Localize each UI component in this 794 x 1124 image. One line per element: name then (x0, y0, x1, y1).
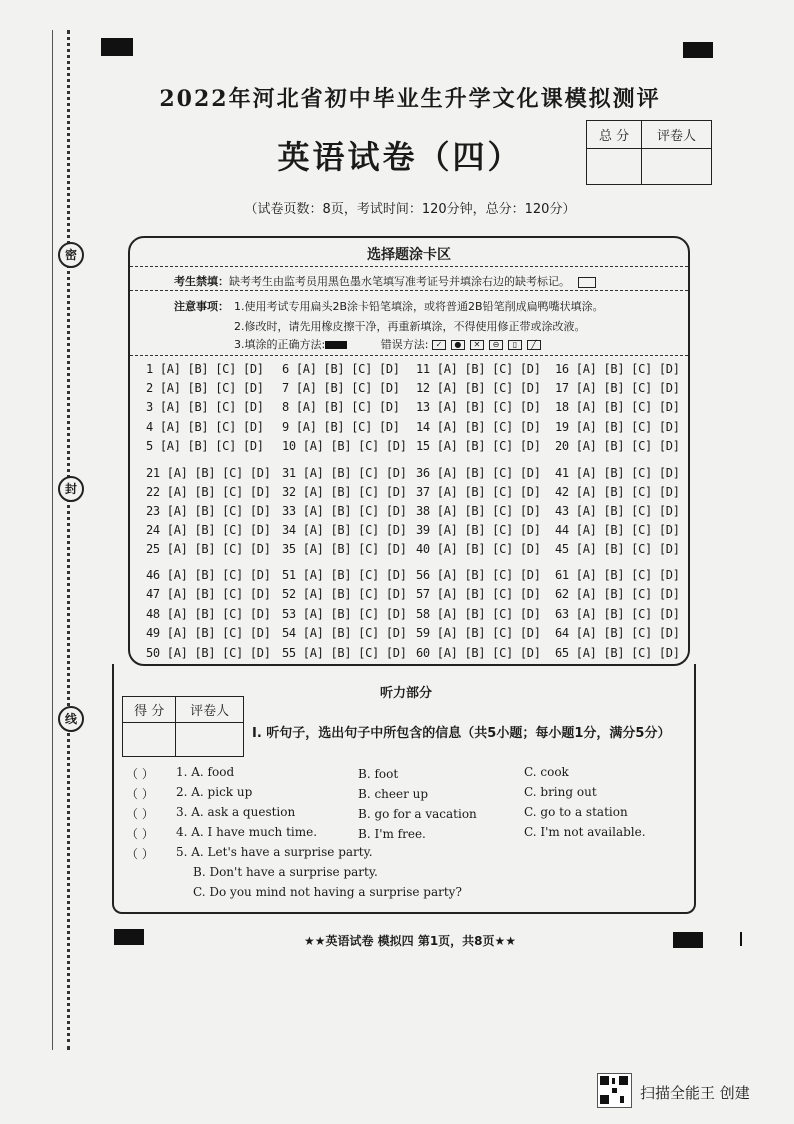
question-1 (126, 765, 154, 782)
notes-label: 注意事项： (174, 300, 229, 313)
answer-bubble-row[interactable]: 38 [A] [B] [C] [D] (416, 504, 541, 518)
answer-bubble-row[interactable]: 56 [A] [B] [C] [D] (416, 568, 541, 582)
question-2 (126, 785, 154, 802)
answer-bubble-row[interactable]: 47 [A] [B] [C] [D] (146, 587, 271, 601)
answer-bubble-row[interactable]: 55 [A] [B] [C] [D] (282, 646, 407, 660)
divider (130, 355, 688, 356)
grader-cell[interactable] (642, 149, 712, 185)
section-grader-cell[interactable] (176, 723, 244, 757)
total-score-label: 总 分 (587, 121, 642, 149)
registration-mark-top-right (683, 42, 713, 58)
prohibition-label: 考生禁填： (174, 275, 229, 288)
registration-mark-bottom-left (114, 929, 144, 945)
answer-bubble-row[interactable]: 24 [A] [B] [C] [D] (146, 523, 271, 537)
prohibition-text: 缺考考生由监考员用黑色墨水笔填写准考证号并填涂右边的缺考标记。 (229, 275, 570, 288)
note-3: 3.填涂的正确方法: 错误方法: ✓ ● ✕ ⊖ ▯ ╱ (234, 336, 546, 352)
answer-bubble-row[interactable]: 51 [A] [B] [C] [D] (282, 568, 407, 582)
answer-paren[interactable]: （ ） (126, 807, 154, 821)
answer-bubble-row[interactable]: 2 [A] [B] [C] [D] (146, 381, 264, 395)
answer-bubble-row[interactable]: 1 [A] [B] [C] [D] (146, 362, 264, 376)
answer-paren[interactable]: （ ） (126, 787, 154, 801)
answer-bubble-row[interactable]: 18 [A] [B] [C] [D] (555, 400, 680, 414)
q4-option-c: C. I'm not available. (524, 825, 646, 839)
answer-bubble-row[interactable]: 3 [A] [B] [C] [D] (146, 400, 264, 414)
qr-code-icon (597, 1073, 632, 1108)
q3-option-a: 3. A. ask a question (176, 805, 296, 819)
q4-option-a: 4. A. I have much time. (176, 825, 318, 839)
q3-option-b: B. go for a vacation (358, 807, 477, 821)
answer-card (128, 236, 690, 666)
wrong-mark-line-icon: ⊖ (489, 340, 503, 350)
grader-label: 评卷人 (642, 121, 712, 149)
seal-char-xian: 线 (58, 706, 84, 732)
answer-bubble-row[interactable]: 52 [A] [B] [C] [D] (282, 587, 407, 601)
section-heading: Ⅰ. 听句子，选出句子中所包含的信息（共5小题；每小题1分，满分5分） (252, 726, 671, 741)
answer-bubble-row[interactable]: 49 [A] [B] [C] [D] (146, 626, 271, 640)
exam-title: 2022年河北省初中毕业生升学文化课模拟测评 (159, 86, 661, 112)
q5-option-a: 5. A. Let's have a surprise party. (176, 845, 373, 859)
answer-bubble-row[interactable]: 34 [A] [B] [C] [D] (282, 523, 407, 537)
q2-option-a: 2. A. pick up (176, 785, 253, 799)
answer-bubble-row[interactable]: 48 [A] [B] [C] [D] (146, 607, 271, 621)
exam-info: （试卷页数：8页，考试时间：120分钟，总分：120分） (244, 202, 576, 217)
wrong-mark-slash-icon: ╱ (527, 340, 541, 350)
answer-bubble-row[interactable]: 4 [A] [B] [C] [D] (146, 420, 264, 434)
edge-tick (740, 932, 742, 946)
seal-char-mi: 密 (58, 242, 84, 268)
question-5 (126, 845, 154, 862)
section-score-table (122, 696, 244, 757)
answer-bubble-row[interactable]: 22 [A] [B] [C] [D] (146, 485, 271, 499)
answer-bubble-row[interactable]: 14 [A] [B] [C] [D] (416, 420, 541, 434)
paper-title: 英语试卷（四） (277, 138, 523, 176)
answer-bubble-row[interactable]: 16 [A] [B] [C] [D] (555, 362, 680, 376)
answer-bubble-row[interactable]: 23 [A] [B] [C] [D] (146, 504, 271, 518)
answer-bubble-row[interactable]: 33 [A] [B] [C] [D] (282, 504, 407, 518)
answer-bubble-row[interactable]: 44 [A] [B] [C] [D] (555, 523, 680, 537)
answer-bubble-row[interactable]: 11 [A] [B] [C] [D] (416, 362, 541, 376)
question-3 (126, 805, 154, 822)
q2-option-b: B. cheer up (358, 787, 429, 801)
binding-dotted-line (67, 30, 70, 1050)
answer-bubble-row[interactable]: 36 [A] [B] [C] [D] (416, 466, 541, 480)
answer-bubble-row[interactable]: 53 [A] [B] [C] [D] (282, 607, 407, 621)
answer-bubble-row[interactable]: 54 [A] [B] [C] [D] (282, 626, 407, 640)
prohibition-note (174, 273, 596, 289)
note-2: 2.修改时，请先用橡皮擦干净，再重新填涂，不得使用修正带或涂改液。 (234, 320, 586, 333)
seal-char-feng: 封 (58, 476, 84, 502)
question-4 (126, 825, 154, 842)
answer-bubble-row[interactable]: 20 [A] [B] [C] [D] (555, 439, 680, 453)
registration-mark-bottom-right (673, 932, 703, 948)
answer-bubble-row[interactable]: 64 [A] [B] [C] [D] (555, 626, 680, 640)
answer-bubble-row[interactable]: 6 [A] [B] [C] [D] (282, 362, 400, 376)
divider (130, 290, 688, 291)
answer-bubble-row[interactable]: 32 [A] [B] [C] [D] (282, 485, 407, 499)
answer-bubble-row[interactable]: 21 [A] [B] [C] [D] (146, 466, 271, 480)
answer-bubble-row[interactable]: 17 [A] [B] [C] [D] (555, 381, 680, 395)
answer-bubble-row[interactable]: 60 [A] [B] [C] [D] (416, 646, 541, 660)
answer-bubble-row[interactable]: 41 [A] [B] [C] [D] (555, 466, 680, 480)
wrong-mark-dot-icon: ● (451, 340, 465, 350)
section-score-label: 得 分 (123, 697, 176, 723)
answer-bubble-row[interactable]: 13 [A] [B] [C] [D] (416, 400, 541, 414)
answer-bubble-row[interactable]: 45 [A] [B] [C] [D] (555, 542, 680, 556)
wrong-mark-bar-icon: ▯ (508, 340, 522, 350)
answer-bubble-row[interactable]: 19 [A] [B] [C] [D] (555, 420, 680, 434)
q1-option-b: B. foot (358, 767, 399, 781)
answer-bubble-row[interactable]: 15 [A] [B] [C] [D] (416, 439, 541, 453)
answer-bubble-row[interactable]: 8 [A] [B] [C] [D] (282, 400, 400, 414)
answer-bubble-row[interactable]: 43 [A] [B] [C] [D] (555, 504, 680, 518)
q5-option-b: B. Don't have a surprise party. (193, 865, 378, 879)
answer-bubble-row[interactable]: 46 [A] [B] [C] [D] (146, 568, 271, 582)
answer-bubble-row[interactable]: 61 [A] [B] [C] [D] (555, 568, 680, 582)
answer-bubble-row[interactable]: 37 [A] [B] [C] [D] (416, 485, 541, 499)
answer-bubble-row[interactable]: 42 [A] [B] [C] [D] (555, 485, 680, 499)
answer-paren[interactable]: （ ） (126, 847, 154, 861)
q5-option-c: C. Do you mind not having a surprise party? (193, 885, 462, 899)
answer-bubble-row[interactable]: 40 [A] [B] [C] [D] (416, 542, 541, 556)
section-score-cell[interactable] (123, 723, 176, 757)
scanner-watermark: 扫描全能王 创建 (640, 1084, 750, 1102)
q4-option-b: B. I'm free. (358, 827, 426, 841)
answer-bubble-row[interactable]: 59 [A] [B] [C] [D] (416, 626, 541, 640)
note-1: 1.使用考试专用扁头2B涂卡铅笔填涂，或将普通2B铅笔削成扁鸭嘴状填涂。 (234, 300, 604, 313)
total-score-cell[interactable] (587, 149, 642, 185)
answer-bubble-row[interactable]: 50 [A] [B] [C] [D] (146, 646, 271, 660)
page-footer: ★★英语试卷 模拟四 第1页，共8页★★ (303, 934, 517, 948)
correct-fill-sample (325, 341, 347, 349)
absence-mark-box[interactable] (578, 277, 596, 288)
answer-bubble-row[interactable]: 63 [A] [B] [C] [D] (555, 607, 680, 621)
answer-bubble-row[interactable]: 12 [A] [B] [C] [D] (416, 381, 541, 395)
answer-bubble-row[interactable]: 62 [A] [B] [C] [D] (555, 587, 680, 601)
listening-title: 听力部分 (380, 686, 433, 701)
total-score-table (586, 120, 712, 185)
wrong-mark-check-icon: ✓ (432, 340, 446, 350)
q3-option-c: C. go to a station (524, 805, 628, 819)
wrong-mark-cross-icon: ✕ (470, 340, 484, 350)
answer-bubble-row[interactable]: 7 [A] [B] [C] [D] (282, 381, 400, 395)
binding-edge-line (52, 30, 53, 1050)
answer-paren[interactable]: （ ） (126, 827, 154, 841)
answer-bubble-row[interactable]: 25 [A] [B] [C] [D] (146, 542, 271, 556)
answer-bubble-row[interactable]: 10 [A] [B] [C] [D] (282, 439, 407, 453)
answer-bubble-row[interactable]: 31 [A] [B] [C] [D] (282, 466, 407, 480)
answer-bubble-row[interactable]: 39 [A] [B] [C] [D] (416, 523, 541, 537)
answer-paren[interactable]: （ ） (126, 767, 154, 781)
q2-option-c: C. bring out (524, 785, 597, 799)
answer-bubble-row[interactable]: 9 [A] [B] [C] [D] (282, 420, 400, 434)
answer-bubble-row[interactable]: 35 [A] [B] [C] [D] (282, 542, 407, 556)
section-grader-label: 评卷人 (176, 697, 244, 723)
registration-mark-top-left (101, 38, 133, 56)
q1-option-a: 1. A. food (176, 765, 235, 779)
answer-bubble-row[interactable]: 58 [A] [B] [C] [D] (416, 607, 541, 621)
answer-card-title: 选择题涂卡区 (367, 247, 451, 263)
answer-bubble-row[interactable]: 57 [A] [B] [C] [D] (416, 587, 541, 601)
divider (130, 266, 688, 267)
q1-option-c: C. cook (524, 765, 569, 779)
answer-bubble-row[interactable]: 65 [A] [B] [C] [D] (555, 646, 680, 660)
answer-bubble-row[interactable]: 5 [A] [B] [C] [D] (146, 439, 264, 453)
